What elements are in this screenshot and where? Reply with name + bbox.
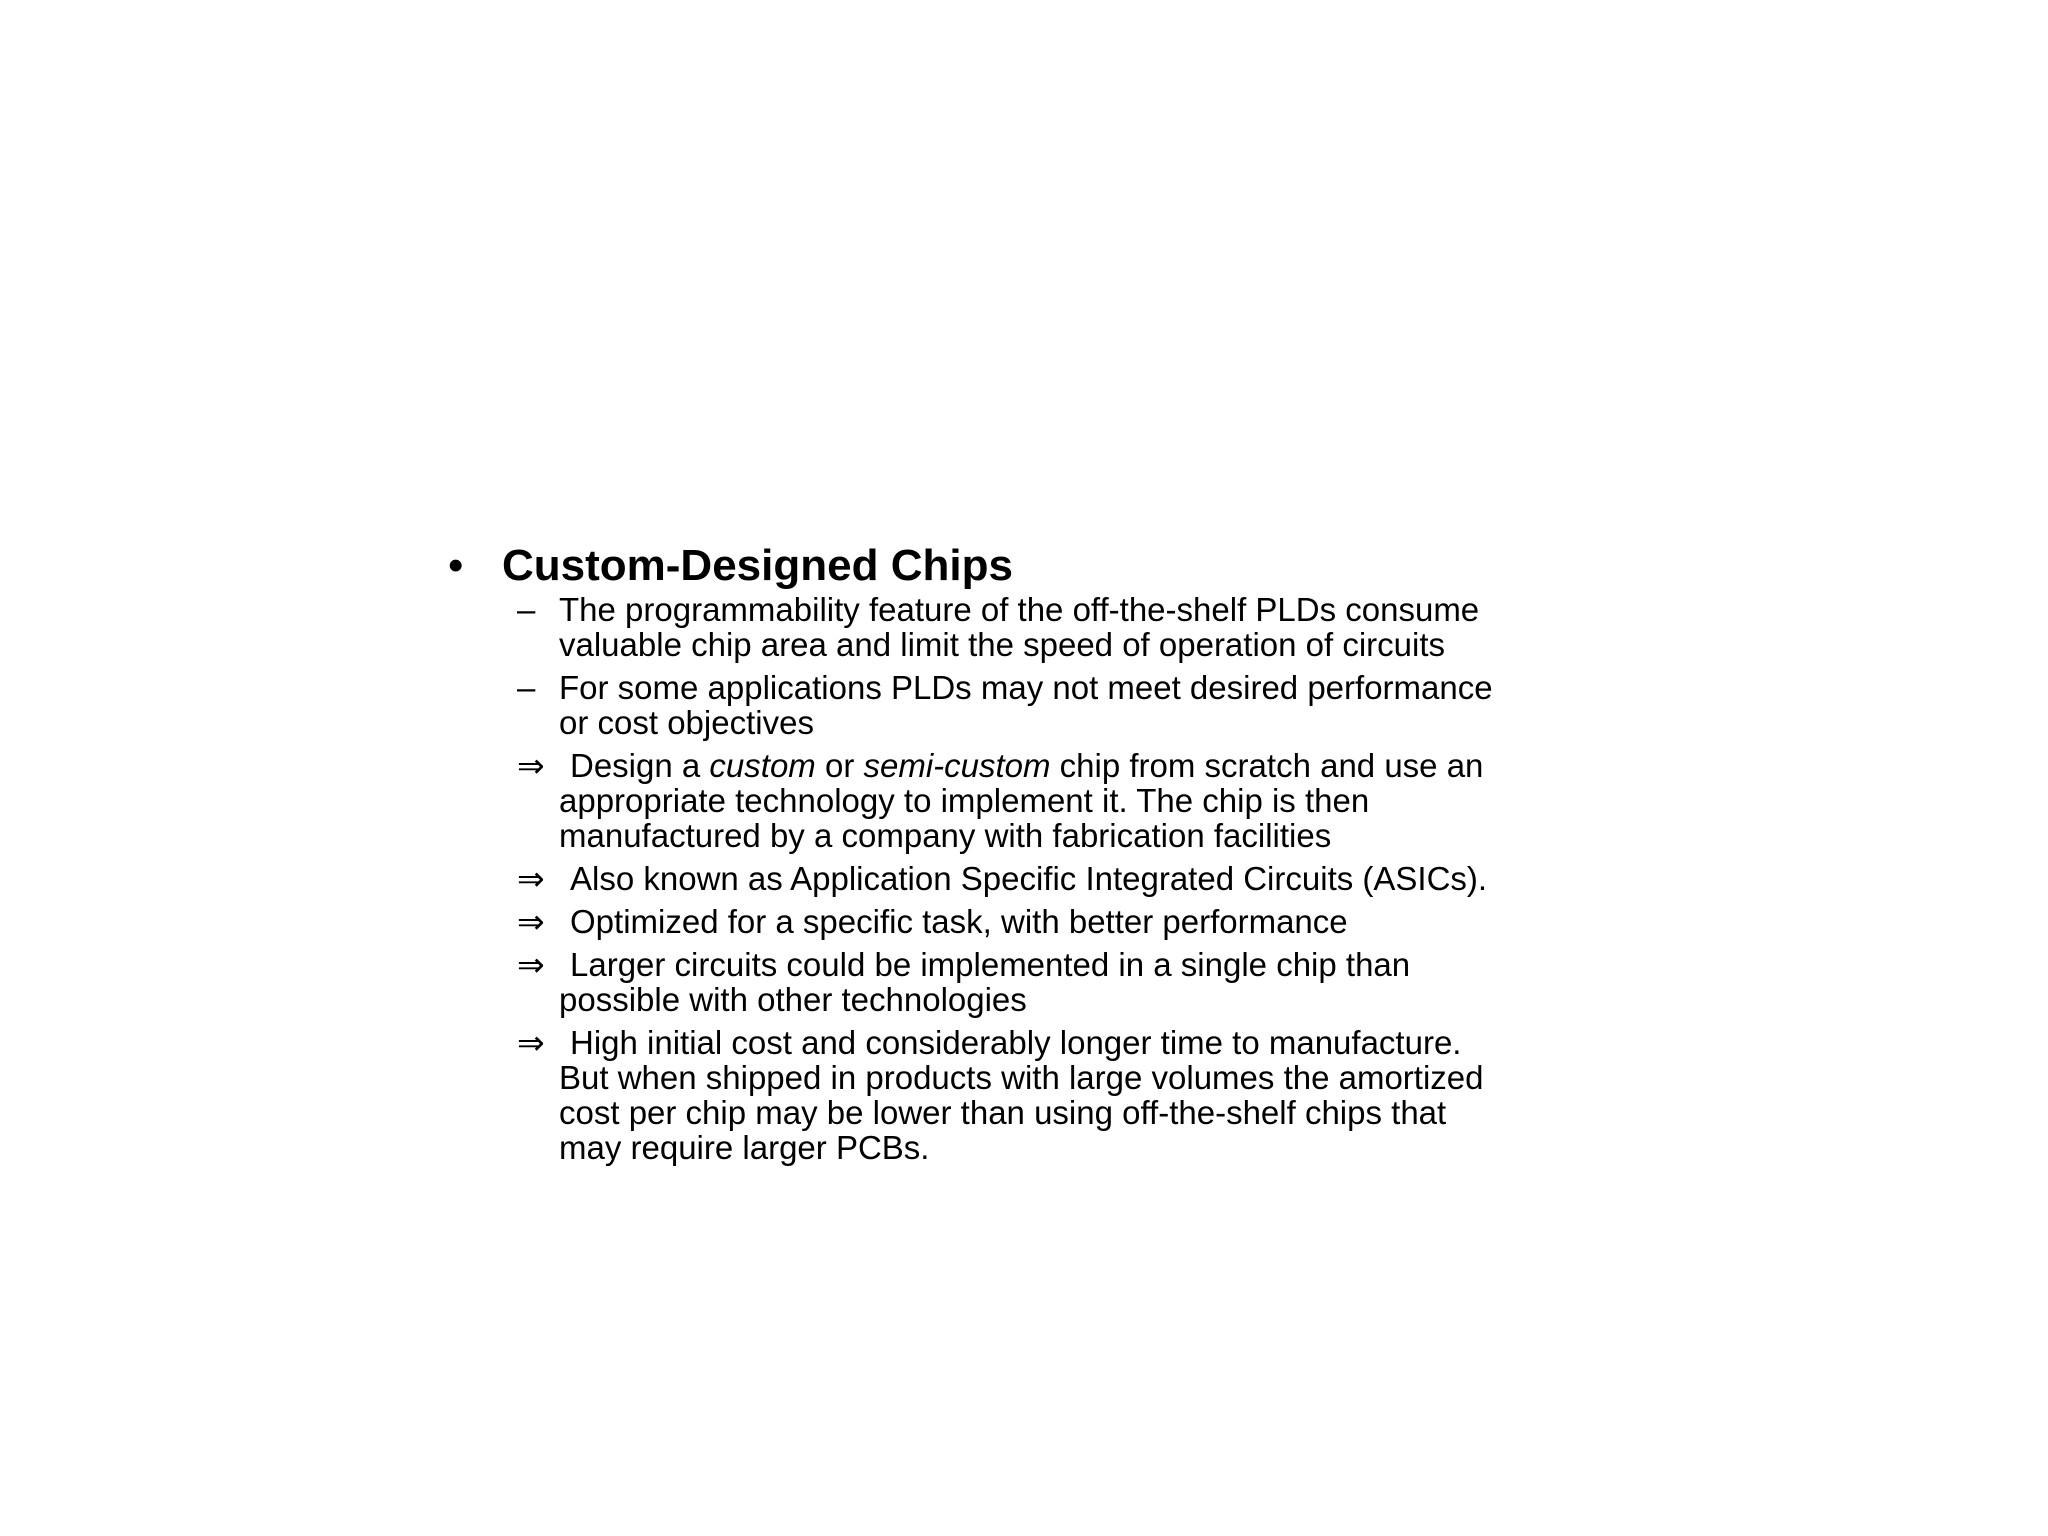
list-item [517,670,1617,740]
item-list [517,592,1617,1173]
arrow-icon: ⇒ [517,946,545,983]
item-line: possible with other technologies [559,981,1027,1018]
list-item [517,947,1617,1017]
emphasis-custom: custom [709,747,816,784]
arrow-icon: ⇒ [517,903,545,940]
item-line [570,748,1617,783]
list-item [517,1025,1617,1165]
dash-icon: – [517,591,536,628]
list-item [517,904,1617,939]
emphasis-semi-custom: semi-custom [863,747,1051,784]
item-line: The programmability feature of the off-the-shelf PLDs consume [559,591,1480,628]
item-line: appropriate technology to implement it. The chip is then [559,782,1370,819]
item-line: Larger circuits could be implemented in a single chip than [570,946,1411,983]
item-line: For some applications PLDs may not meet desired performance [559,669,1493,706]
arrow-icon: ⇒ [517,860,545,897]
arrow-icon: ⇒ [517,1024,545,1061]
list-item [517,748,1617,853]
text-run: or [815,747,864,784]
bullet-icon: • [448,541,464,590]
item-line: manufactured by a company with fabrication facilities [559,817,1332,854]
item-line: But when shipped in products with large volumes the amortized [559,1059,1484,1096]
item-line: cost per chip may be lower than using off-the-shelf chips that [559,1094,1447,1131]
dash-icon: – [517,669,536,706]
item-line: may require larger PCBs. [559,1129,930,1166]
arrow-icon: ⇒ [517,747,545,784]
item-line: valuable chip area and limit the speed of operation of circuits [559,626,1446,663]
item-line: Optimized for a specific task, with better performance [570,903,1348,940]
item-line: or cost objectives [559,704,814,741]
slide-heading: Custom-Designed Chips [502,541,1013,590]
item-line: High initial cost and considerably longer time to manufacture. [570,1024,1462,1061]
text-run: chip from scratch and use an [1050,747,1484,784]
list-item [517,861,1617,896]
list-item [517,592,1617,662]
item-line: Also known as Application Specific Integrated Circuits (ASICs). [570,860,1488,897]
text-run: Design a [570,747,710,784]
